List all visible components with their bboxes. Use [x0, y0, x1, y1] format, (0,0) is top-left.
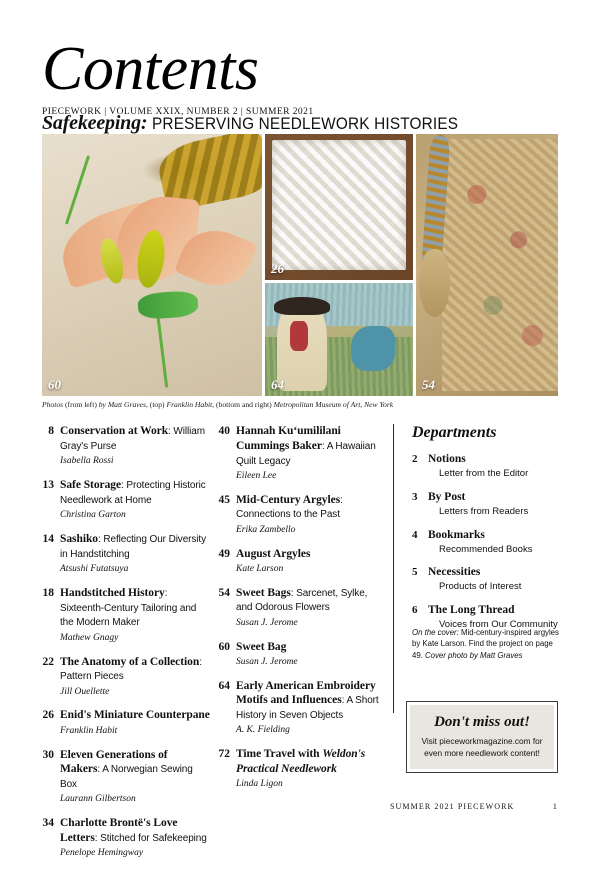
toc-entry-author: Penelope Hemingway — [60, 848, 144, 859]
toc-entry[interactable] — [218, 640, 386, 669]
toc-entry[interactable] — [42, 478, 210, 521]
toc-entry-body — [60, 424, 210, 467]
promo-text: Visit pieceworkmagazine.com for even more needlework content! — [421, 736, 543, 758]
toc-entry-body — [236, 493, 386, 536]
photo-page-label: 54 — [422, 377, 435, 392]
toc-entry-subtitle: : A Short History in Seven Objects — [236, 695, 379, 722]
toc-entry-page-number: 60 — [218, 640, 230, 653]
toc-entry-title-text: Handstitched History — [60, 586, 165, 599]
knit-texture-detail — [272, 140, 406, 270]
toc-entry-page-number: 40 — [218, 425, 230, 437]
toc-entry-title-italic: Weldon's Practical Needlework — [236, 748, 366, 776]
toc-entry-body — [236, 640, 386, 669]
bag-body-detail — [442, 139, 558, 391]
toc-entry-page-number: 8 — [48, 425, 54, 437]
toc-entry-title — [60, 655, 210, 685]
toc-entry-body — [236, 547, 386, 576]
issue-line: PIECEWORK | VOLUME XXIX, NUMBER 2 | SUMMER 2021 — [42, 107, 314, 117]
department-name: By Post — [428, 490, 466, 503]
department-description: Recommended Books — [439, 543, 533, 555]
department-entry[interactable] — [412, 490, 560, 518]
department-description: Letters from Readers — [439, 505, 529, 517]
toc-entry-title-text: Safe Storage — [60, 478, 122, 491]
photo-collage — [42, 134, 558, 396]
department-name: Notions — [428, 453, 466, 465]
toc-entry-page-number: 22 — [42, 655, 54, 668]
toc-entry[interactable] — [218, 493, 386, 536]
toc-entry-subtitle: : Pattern Pieces — [60, 656, 202, 683]
toc-entry-title-text: Sashiko — [60, 532, 99, 545]
department-name: Bookmarks — [428, 528, 485, 541]
toc-entry-page-number: 54 — [218, 586, 230, 599]
antique-sweet-bag-photo — [416, 134, 558, 396]
toc-entry[interactable] — [42, 424, 210, 467]
departments-column — [412, 424, 560, 641]
toc-entry-page-number: 18 — [42, 586, 54, 599]
toc-entry[interactable] — [42, 816, 210, 859]
toc-entry-title — [60, 532, 210, 562]
toc-entry-author: Christina Garton — [60, 510, 126, 521]
toc-entry-title-text: Sweet Bag — [236, 640, 287, 653]
department-page-number: 4 — [412, 528, 418, 541]
department-row — [412, 452, 560, 467]
department-entry[interactable] — [412, 452, 560, 480]
toc-entry[interactable] — [42, 532, 210, 575]
toc-entry[interactable] — [42, 586, 210, 644]
toc-entry-author: Susan J. Jerome — [236, 617, 298, 628]
department-page-number: 3 — [412, 490, 418, 503]
toc-entry-title — [60, 748, 210, 792]
toc-entry-title-text: Hannah Kuʻumililani Cummings Baker — [236, 425, 341, 452]
toc-entry-page-number: 13 — [42, 478, 54, 491]
toc-entry-subtitle: : Connections to the Past — [236, 494, 343, 521]
toc-entry-subtitle: : A Hawaiian Quilt Legacy — [236, 440, 376, 467]
toc-entry-title — [60, 478, 210, 508]
toc-entry-page-number: 45 — [218, 493, 230, 506]
toc-entry-author: Laurann Gilbertson — [60, 794, 136, 805]
departments-list — [412, 452, 560, 631]
departments-heading: Departments — [412, 424, 497, 441]
toc-entry[interactable] — [218, 679, 386, 737]
section-heading — [42, 112, 481, 135]
toc-entry[interactable] — [218, 586, 386, 629]
department-page-number: 5 — [412, 566, 418, 579]
toc-entry-page-number: 64 — [218, 679, 230, 692]
cover-note — [412, 627, 562, 661]
toc-entry-body — [60, 532, 210, 575]
black-hat-detail — [274, 297, 330, 315]
toc-entry-body — [60, 655, 210, 698]
toc-entry-page-number: 34 — [42, 817, 54, 830]
toc-entry-body — [236, 747, 386, 790]
toc-entry-author: Franklin Habit — [60, 725, 118, 736]
department-row — [412, 603, 560, 618]
photo-page-label: 26 — [271, 261, 284, 276]
department-page-number: 2 — [412, 453, 418, 465]
stem-detail — [65, 155, 90, 224]
toc-entry-page-number: 30 — [42, 748, 54, 761]
toc-entry[interactable] — [42, 655, 210, 698]
toc-entry[interactable] — [42, 708, 210, 737]
toc-entry-title — [236, 547, 386, 562]
articles-column-left — [42, 424, 210, 870]
promo-box[interactable] — [406, 701, 558, 773]
toc-entry-title-text: Eleven Generations of Makers — [60, 748, 168, 776]
blue-animal-detail — [351, 326, 395, 371]
photo-credit-part1: (from left) — [63, 400, 99, 409]
toc-entry-body — [60, 816, 210, 859]
photo-credit-line — [42, 400, 562, 409]
toc-entry-page-number: 72 — [218, 748, 230, 761]
photo-credit-part2: (top) — [147, 400, 167, 409]
department-description: Letter from the Editor — [439, 467, 529, 479]
toc-entry[interactable] — [218, 547, 386, 576]
toc-entry-subtitle: : Sixteenth-Century Tailoring and the Modern Maker — [60, 587, 197, 629]
toc-entry-subtitle: : Sarcenet, Sylke, and Odorous Flowers — [236, 587, 368, 614]
toc-entry-title — [236, 424, 386, 468]
toc-entry-body — [60, 478, 210, 521]
toc-entry-subtitle: : William Gray's Purse — [60, 426, 205, 452]
toc-entry-title — [236, 679, 386, 723]
bag-tassel-detail — [419, 249, 450, 317]
toc-entry[interactable] — [218, 747, 386, 790]
photo-credit-name1: by Matt Graves, — [98, 400, 148, 409]
toc-entry[interactable] — [218, 424, 386, 482]
toc-entry-title — [236, 493, 386, 523]
toc-entry-title-text: Mid-Century Argyles — [236, 493, 341, 506]
toc-entry-author: Isabella Rossi — [60, 456, 114, 467]
toc-entry-body — [236, 586, 386, 629]
toc-entry-title — [60, 816, 210, 846]
toc-entry-title-text: Enid's Miniature Counterpane — [60, 709, 210, 722]
toc-entry-title — [236, 586, 386, 616]
toc-entry-author: Susan J. Jerome — [236, 656, 298, 667]
toc-entry-title-text: Early American Embroidery Motifs and Influences — [236, 679, 376, 707]
toc-entry-subtitle: : A Norwegian Sewing Box — [60, 764, 193, 791]
toc-entry-title-text: Conservation at Work — [60, 425, 169, 437]
page-title: Contents — [42, 35, 259, 103]
toc-entry-author: Mathew Gnagy — [60, 632, 119, 643]
toc-entry-author: Kate Larson — [236, 563, 284, 574]
department-name: The Long Thread — [428, 604, 515, 617]
toc-entry-title — [60, 708, 210, 723]
column-divider — [393, 424, 394, 713]
toc-entry-body — [60, 708, 210, 737]
photo-page-label: 60 — [48, 377, 61, 392]
department-entry[interactable] — [412, 528, 560, 556]
department-description: Voices from Our Community — [439, 619, 558, 631]
cover-photo-credit: Cover photo by Matt Graves — [425, 650, 523, 660]
section-subtitle: PRESERVING NEEDLEWORK HISTORIES — [151, 115, 459, 133]
toc-entry-title-text: Sweet Bags — [236, 586, 291, 599]
red-scarf-detail — [290, 321, 308, 350]
photo-credit-lead: Photos — [42, 400, 64, 409]
toc-entry-author: Eileen Lee — [236, 470, 277, 481]
toc-entry-author: Erika Zambello — [236, 524, 296, 535]
department-row — [412, 565, 560, 580]
photo-credit-name2: Franklin Habit, — [166, 400, 215, 409]
green-sepal-detail — [137, 290, 199, 320]
toc-entry-body — [60, 586, 210, 644]
toc-entry-title — [60, 586, 210, 630]
toc-entry-title-text: August Argyles — [236, 547, 311, 560]
department-row — [412, 528, 560, 543]
toc-entry-page-number: 14 — [42, 532, 54, 545]
cover-note-label: On the cover: — [412, 628, 459, 637]
toc-entry-page-number: 49 — [218, 547, 230, 560]
toc-entry-author: A. K. Fielding — [236, 725, 290, 736]
promo-title: Don't miss out! — [434, 714, 530, 731]
articles-column-middle — [218, 424, 386, 801]
knitted-counterpane-photo — [265, 134, 413, 280]
toc-entry-body — [236, 679, 386, 737]
toc-entry-subtitle: : Stitched for Safekeeping — [94, 832, 207, 844]
cover-note-text: Mid-century-inspired argyles by Kate Larson. Find the project on page 49. — [412, 628, 559, 660]
promo-inner — [410, 705, 554, 769]
toc-entry-page-number: 26 — [42, 709, 54, 722]
section-title: Safekeeping: — [42, 112, 148, 134]
masthead — [42, 35, 562, 117]
toc-entry-title-text: Time Travel with — [236, 748, 323, 761]
crewelwork-figure-photo — [265, 283, 413, 396]
embroidered-flower-photo — [42, 134, 262, 396]
page-footer — [390, 802, 558, 811]
toc-entry-title — [236, 640, 386, 655]
toc-entry[interactable] — [42, 748, 210, 806]
toc-entry-subtitle: : Protecting Historic Needlework at Home — [60, 479, 206, 506]
department-row — [412, 490, 560, 505]
photo-credit-name3: Metropolitan Museum of Art, New York — [273, 400, 394, 409]
footer-page-number: 1 — [552, 802, 558, 811]
toc-entry-title — [236, 747, 386, 776]
toc-entry-body — [60, 748, 210, 806]
toc-entry-subtitle: : Reflecting Our Diversity in Handstitching — [60, 533, 207, 560]
toc-entry-author: Jill Ouellette — [60, 686, 110, 697]
toc-entry-title-text: The Anatomy of a Collection — [60, 655, 200, 668]
toc-entry-author: Atsushi Futatsuya — [60, 563, 129, 574]
department-page-number: 6 — [412, 604, 418, 617]
photo-page-label: 64 — [271, 377, 284, 392]
toc-entry-author: Linda Ligon — [236, 779, 283, 790]
toc-entry-title — [60, 424, 210, 454]
toc-entry-title-text: Charlotte Brontë's Love Letters — [60, 817, 178, 844]
department-description: Products of Interest — [439, 581, 522, 593]
department-name: Necessities — [428, 566, 481, 579]
photo-credit-part3: (bottom and right) — [214, 400, 274, 409]
footer-issue: SUMMER 2021 PIECEWORK — [390, 802, 515, 811]
department-entry[interactable] — [412, 565, 560, 593]
toc-entry-body — [236, 424, 386, 482]
